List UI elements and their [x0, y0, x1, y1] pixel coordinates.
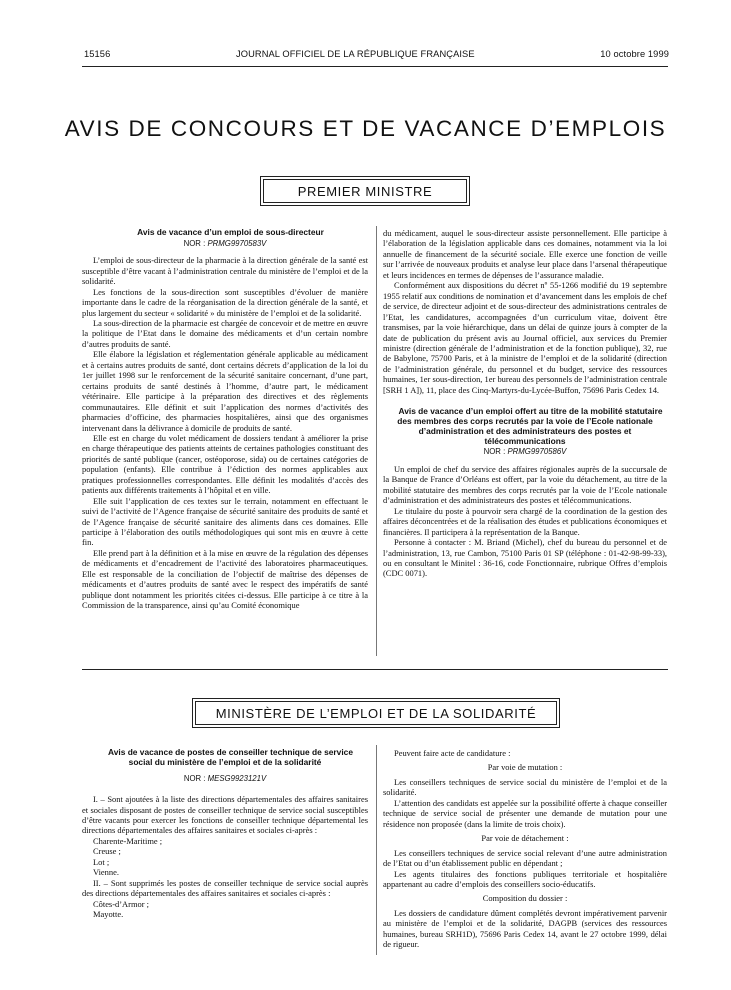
- paragraph: Les agents titulaires des fonctions publiques territoriale et hospitalière appartenant au cadre d’emplois des conseillers socio-éducatifs.: [383, 868, 667, 889]
- journal-name: JOURNAL OFFICIEL DE LA RÉPUBLIQUE FRANÇAISE: [235, 49, 475, 59]
- paragraph: Conformément aux dispositions du décret nº 55-1266 modifié du 19 septembre 1955 relatif aux conditions de nomination et d’avancement dans les emplois de chef de service, de directeur adjoint et de sous-directeur des administrations centrales de l’Etat, les candidatures, accompagnées d’un curriculum vitae, doivent être transmises, par la voie hiérarchique, dans un délai de quinze jours à compter de la date de publication du présent avis au Journal officiel, aux services du Premier ministre (direction générale de l’administration et de la fonction publique), 32, rue de Babylone, 75700 Paris, et à la ministre de l’emploi et de la solidarité (direction de l’administration générale, du personnel et du budget, service des ressources humaines, 1er sous-direction, 1er bureau des personnels de l’administration centrale [SRH 1 A]), 11, place des Cinq-Martyrs-du-Lycée-Buffon, 75696 Paris Cedex 14.: [383, 280, 667, 395]
- list-item: Vienne.: [93, 867, 119, 878]
- paragraph: Elle élabore la législation et réglementation générale applicable au médicament et à certains autres produits de santé, dont certains décrets d’application de la loi du 1er juillet 1998 sur le renforcement de la sécurité sanitaire concernant, d’une part, certains produits de santé destinés à l’homme, d’autre part, le médicament vétérinaire. Elle participe à la préparation des directives et des règlements communautaires. Elle définit et suit l’application des normes d’activités des pharmacies d’officine, des pharmacies hospitalières, ainsi que des organismes intervenant dans la délivrance à domicile de produits de santé.: [82, 349, 368, 433]
- paragraph: Elle est en charge du volet médicament de dossiers tendant à améliorer la prise en charge thérapeutique des patients atteints de certaines pathologies constituant des priorités de santé publique (cancer, ostéoporose, sida) ou de certaines catégories de population (enfants). Elle contribue à l’édiction des normes applicables aux pratiques professionnelles correspondantes. Elle définit les modalités d’accès des patients aux différents traitements à l’hôpital et en ville.: [82, 432, 368, 496]
- article-right-column: [383, 228, 667, 579]
- section-heading-box: [260, 176, 470, 206]
- paragraph-continued: du médicament, auquel le sous-directeur assiste personnellement. Elle participe à l’élaboration de la législation applicable dans ces domaines, notamment via la loi annuelle de financement de la sécurité sociale. Elle exerce une fonction de veille sur l’arrivée de nouveaux produits et analyse leur place dans l’arsenal thérapeutique et leurs incidences en termes de dépenses de l’assurance maladie.: [383, 228, 667, 280]
- article-title: Avis de vacance d’un emploi offert au titre de la mobilité statutaire des membres des corps recrutés par la voie de l’Ecole nationale d’administration et des administrateurs des postes et télécommunications: [397, 406, 663, 446]
- paragraph: Les conseillers techniques de service social relevant d’une autre administration de l’Etat ou d’un établissement public en dépendant ;: [383, 847, 667, 869]
- section-heading-premier-ministre: PREMIER MINISTRE: [263, 179, 467, 203]
- column-divider: [376, 745, 377, 955]
- list-item: Mayotte.: [93, 909, 124, 920]
- paragraph: L’attention des candidats est appelée sur la possibilité offerte à chaque conseiller technique de service social de présenter une demande de mutation pour une résidence non proposée (dans la limite de trois choix).: [383, 797, 667, 829]
- paragraph: Les fonctions de la sous-direction sont susceptibles d’évoluer de manière importante dans le cadre de la réorganisation de la direction générale de la santé, et plus largement du secteur « solidarité » du ministère de l’emploi et de la solidarité.: [82, 286, 368, 318]
- paragraph: Le titulaire du poste à pourvoir sera chargé de la coordination de la gestion des affaires déconcentrées et de la réalisation des études et publications économiques et financières. Il participera à la représentation de la Banque.: [383, 505, 667, 537]
- paragraph: II. – Sont supprimés les postes de conseiller technique de service social auprès des directions départementales des affaires sanitaires et sociales ci-après :: [82, 877, 368, 899]
- page-number: 15156: [84, 49, 111, 59]
- paragraph: Un emploi de chef du service des affaires régionales auprès de la succursale de la Banque de France d’Orléans est offert, par la voie du détachement, au titre de la mobilité statutaire des membres des corps recrutés par la voie de l’Ecole nationale d’administration et des administrateurs des postes et télécommunications.: [383, 463, 667, 506]
- section-rule: [82, 669, 668, 670]
- paragraph: Les conseillers techniques de service social du ministère de l’emploi et de la solidarité.: [383, 776, 667, 798]
- list-item: Côtes-d’Armor ;: [93, 898, 150, 909]
- nor-reference: NOR : PRMG9970583V: [183, 238, 267, 248]
- page-header: [84, 49, 669, 59]
- paragraph: Elle prend part à la définition et à la mise en œuvre de la régulation des dépenses de médicaments et d’encadrement de l’activité des laboratoires pharmaceutiques. Elle est responsable de la conciliation de l’objectif de maîtrise des dépenses de médicaments et d’autres produits de santé avec le respect des impératifs de santé publique dont notamment les priorités citées ci-dessus. Elle participe à ce titre à la Commission de la transparence, ainsi qu’au Comité économique: [82, 547, 368, 611]
- nor-reference: NOR : PRMG9970586V: [483, 447, 567, 457]
- article-title: Avis de vacance de postes de conseiller technique de service social du ministère de l’emploi et de la solidarité: [107, 747, 353, 767]
- paragraph: Les dossiers de candidature dûment complétés devront impérativement parvenir au ministère de l’emploi et de la solidarité, DAGPB (services des ressources humaines, bureau SRH1D), 75696 Paris Cedex 14, avant le 27 octobre 1999, délai de rigueur.: [383, 907, 667, 950]
- column-divider: [376, 226, 377, 656]
- section-heading-ministere: MINISTÈRE DE L’EMPLOI ET DE LA SOLIDARITÉ: [195, 701, 557, 725]
- subheading: Par voie de mutation :: [487, 762, 563, 773]
- list-item: Lot ;: [93, 856, 110, 867]
- article-right-column: [383, 748, 667, 950]
- section-heading-box: [192, 698, 560, 728]
- paragraph: Peuvent faire acte de candidature :: [394, 748, 511, 758]
- paragraph: I. – Sont ajoutées à la liste des directions départementales des affaires sanitaires et sociales disposant de postes de conseiller technique de service social susceptibles d’être vacants pour exercer les fonctions de conseiller technique départemental les directions départementales des affaires sanitaires et sociales ci-après :: [82, 794, 368, 836]
- list-item: Creuse ;: [93, 846, 121, 857]
- main-title: AVIS DE CONCOURS ET DE VACANCE D’EMPLOIS: [64, 116, 667, 141]
- paragraph: Elle suit l’application de ces textes sur le terrain, notamment en effectuant le suivi de l’activité de l’Agence française de sécurité sanitaire des produits de santé et de l’Agence française de sécurité sanitaire des aliments dans ces domaines. Elle participe à l’élaboration des outils méthodologiques qui sont mis en œuvre à cette fin.: [82, 495, 368, 548]
- article-left-column: [82, 748, 368, 919]
- issue-date: 10 octobre 1999: [600, 49, 669, 59]
- header-rule: [82, 66, 668, 67]
- article-left-column: [82, 228, 368, 611]
- paragraph: La sous-direction de la pharmacie est chargée de concevoir et de mettre en œuvre la politique de l’Etat dans le domaine des médicaments et d’un certain nombre d’autres produits de santé.: [82, 317, 368, 349]
- nor-reference: NOR : MESG9923121V: [183, 773, 267, 783]
- subheading: Par voie de détachement :: [481, 833, 569, 844]
- list-item: Charente-Maritime ;: [93, 835, 163, 846]
- paragraph: Personne à contacter : M. Briand (Michel), chef du bureau du personnel et de l’administration, 13, rue Cambon, 75100 Paris 01 SP (téléphone : 01-42-98-99-33), ou en consultant le Minitel : 36-16, code Fonctionnaire, rubrique Offres d’emplois (CDC 0071).: [383, 537, 667, 579]
- subheading: Composition du dossier :: [482, 893, 568, 904]
- article-title: Avis de vacance d’un emploi de sous-directeur: [137, 227, 324, 237]
- paragraph: L’emploi de sous-directeur de la pharmacie à la direction générale de la santé est susceptible d’être vacant à l’administration centrale du ministère de l’emploi et de la solidarité.: [82, 255, 368, 287]
